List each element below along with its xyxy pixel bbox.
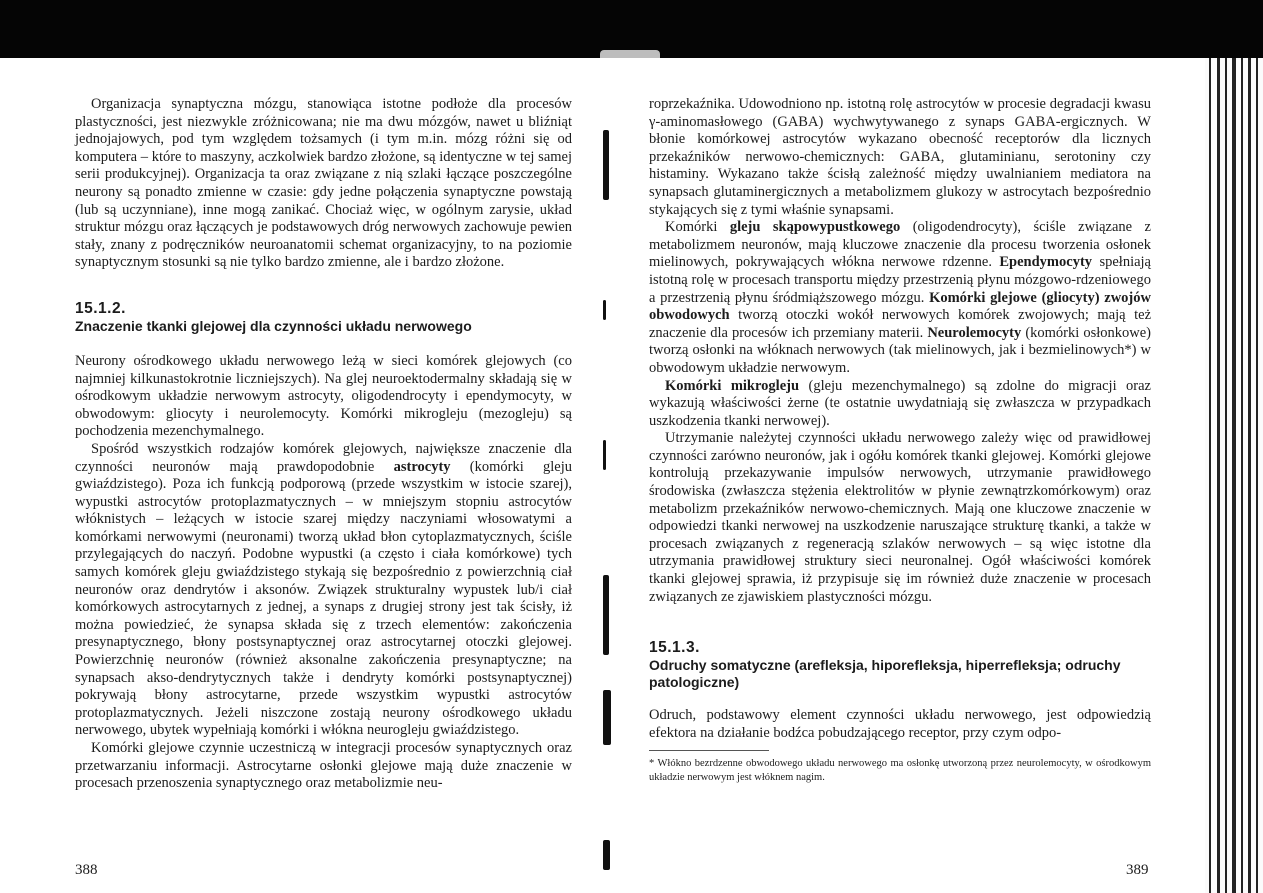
section-title: Odruchy somatyczne (arefleksja, hiporefleksja, hiperrefleksja; odruchy patologiczne): [649, 657, 1121, 691]
section-title: Znaczenie tkanki glejowej dla czynności układu nerwowego: [75, 317, 472, 334]
left-page: [75, 96, 572, 793]
gutter-mark: [603, 300, 606, 320]
scan-binding-notch: [600, 50, 660, 58]
section-number: 15.1.3.: [649, 639, 700, 657]
bold-term: astrocyty: [393, 458, 451, 475]
paragraph: Organizacja synaptyczna mózgu, stanowiąca istotne podłoże dla procesów plastyczności, jest niezwykle zróżnicowana; nie ma dwu mózgów, nawet u bliźniąt jednojajowych, pod tym względem tożsamych (i tym m.in. mózg różni się od komputera – które to maszyny, aczkolwiek bardzo złożone, są identyczne w tej samej serii produkcyjnej). Organizacja ta oraz związane z nią szlaki łączące poszczególne neurony są ponadto zmienne w czasie: gdy jedne połączenia synaptyczne powstają (lub są uczynniane), inne mogą zanikać. Chociaż więc, w ogólnym zarysie, układ struktur mózgu oraz łączących je podstawowych dróg nerwowych zachowuje pewien stały, znany z podręczników neuroanatomii schemat organizacyjny, to na poziomie synaptycznym stosunki są nie tylko bardzo zmienne, ale i bardzo złożone.: [75, 96, 572, 271]
paragraph: Komórki mikrogleju (gleju mezenchymalnego) są zdolne do migracji oraz wykazują właściwości żerne (te ostatnie uwydatniają się zwłaszcza w przypadkach uszkodzenia tkanki nerwowej).: [649, 377, 1151, 429]
page-number: 389: [1126, 862, 1149, 878]
page-edge-stack: [1205, 58, 1263, 893]
right-page: [649, 96, 1151, 785]
paragraph: Neurony ośrodkowego układu nerwowego leżą w sieci komórek glejowych (co najmniej kilkunastokrotnie liczniejszych). Na glej neuroektodermalny składają się w ośrodkowym układzie nerwowym astrocyty, oligodendrocyty i ependymocyty, w obwodowym: gliocyty i neurolemocyty. Komórki mikrogleju (mezogleju) są pochodzenia mezenchymalnego.: [75, 352, 572, 440]
section-number: 15.1.2.: [75, 299, 126, 317]
bold-term: Komórki glejowe (gliocyty) zwojów obwodowych: [649, 289, 1151, 324]
gutter-mark: [603, 840, 610, 870]
bold-term: Komórki mikrogleju: [665, 377, 800, 394]
footnote-rule: [649, 750, 769, 751]
paragraph: Spośród wszystkich rodzajów komórek glejowych, największe znaczenie dla czynności neuronów mają prawdopodobnie astrocyty (komórki gleju gwiaździstego). Poza ich funkcją podporową (przede wszystkim w istocie szarej), wypustki astrocytów protoplazmatycznych – w mniejszym stopniu astrocytów włóknistych – leżących w istocie szarej między naczyniami włosowatymi a komórkami nerwowymi (neuronami) tworzą układ błon cytoplazmatycznych, ściśle przylegających do naczyń. Podobne wypustki (a często i ciała komórkowe) tych samych komórek gleju gwiaździstego stykają się bezpośrednio z powierzchnią ciał neuronów oraz dendrytów i aksonów. Związek strukturalny wypustek lub/i ciał komórkowych astrocytarnych z jednej, a synaps z drugiej strony jest tak ścisły, iż można powiedzieć, że synapsa składa się z trzech elementów: zakończenia presynaptycznego, błony postsynaptycznej oraz astrocytarnej otoczki glejowej. Powierzchnię neuronów (również aksonalne zakończenia presynaptyczne; na synapsach akso-dendrytycznych także i dendryty komórki postsynaptycznej) pokrywają błony astrocytarne, przede wszystkim wypustki astrocytów protoplazmatycznych. Jeżeli niszczone zostają neurony ośrodkowego układu nerwowego, ubytek wypełniają komórki i włókna neurogleju gwiaździstego.: [75, 440, 572, 739]
paragraph: roprzekaźnika. Udowodniono np. istotną rolę astrocytów w procesie degradacji kwasu γ-aminomasłowego (GABA) wychwytywanego z synaps GABA-ergicznych. W błonie komórkowej astrocytów wykazano obecność receptorów dla licznych przekaźników nerwowo-chemicznych: GABA, glutaminianu, serotoniny czy histaminy. Wykazano także ścisłą zależność między uwalnianiem mediatora na synapsach glutaminergicznych a metabolizmem glukozy w astrocytach bezpośrednio stykających się z tymi właśnie synapsami.: [649, 96, 1151, 218]
paragraph: Komórki glejowe czynnie uczestniczą w integracji procesów synaptycznych oraz przetwarzaniu informacji. Astrocytarne osłonki glejowe mają duże znaczenie w procesach przenoszenia synaptycznego oraz metabolizmie neu-: [75, 740, 572, 792]
bold-term: Neurolemocyty: [927, 324, 1022, 341]
page-number: 388: [75, 862, 98, 878]
section-heading: [649, 638, 1151, 691]
paragraph: Komórki gleju skąpowypustkowego (oligodendrocyty), ściśle związane z metabolizmem neuronów, mają kluczowe znaczenie dla procesu tworzenia osłonek mielinowych, pokrywających włókna nerwowe rdzenne. Ependymocyty spełniają istotną rolę w procesach transportu między przestrzenią płynu mózgowo-rdzeniowego a przestrzenią płynu śródmiąższowego mózgu. Komórki glejowe (gliocyty) zwojów obwodowych tworzą otoczki wokół nerwowych komórek zwojowych; mają też znaczenie dla procesów ich przemiany materii. Neurolemocyty (komórki osłonkowe) tworzą osłonki na włóknach nerwowych (tak mielinowych, jak i bezmielinowych*) w obwodowym układzie nerwowym.: [649, 219, 1151, 376]
bold-term: Ependymocyty: [999, 254, 1093, 271]
paragraph: Odruch, podstawowy element czynności układu nerwowego, jest odpowiedzią efektora na działanie bodźca pobudzającego receptor, przy czym odpo-: [649, 707, 1151, 741]
gutter-mark: [603, 575, 609, 655]
gutter-mark: [603, 690, 611, 745]
footnote: * Włókno bezrdzenne obwodowego układu nerwowego ma osłonkę utworzoną przez neurolemocyty, w ośrodkowym układzie nerwowym jest włóknem nagim.: [649, 758, 1151, 784]
scan-top-shadow: [0, 0, 1263, 58]
section-heading: [75, 299, 572, 335]
paragraph: Utrzymanie należytej czynności układu nerwowego zależy więc od prawidłowej czynności zarówno neuronów, jak i ogółu komórek tkanki glejowej. Komórki glejowe kontrolują przekazywanie impulsów nerwowych, utrzymanie prawidłowego środowiska (zwłaszcza stężenia elektrolitów w płynie zewnątrzkomórkowym) oraz metabolizm przekaźników nerwowo-chemicznych. Mają one kluczowe znaczenie w odpowiedzi tkanki nerwowej na uszkodzenie naruszające strukturę tkanki, a także w procesach związanych z regeneracją szlaków nerwowych – są więc istotne dla utrzymania prawidłowej struktury sieci neuronalnej. Ogół właściwości komórek tkanki glejowej sprawia, iż przypisuje się im również duże znaczenie w procesach związanych ze zjawiskiem plastyczności mózgu.: [649, 430, 1151, 605]
gutter-mark: [603, 440, 606, 470]
bold-term: gleju skąpowypustkowego: [729, 219, 901, 236]
gutter-mark: [603, 130, 609, 200]
